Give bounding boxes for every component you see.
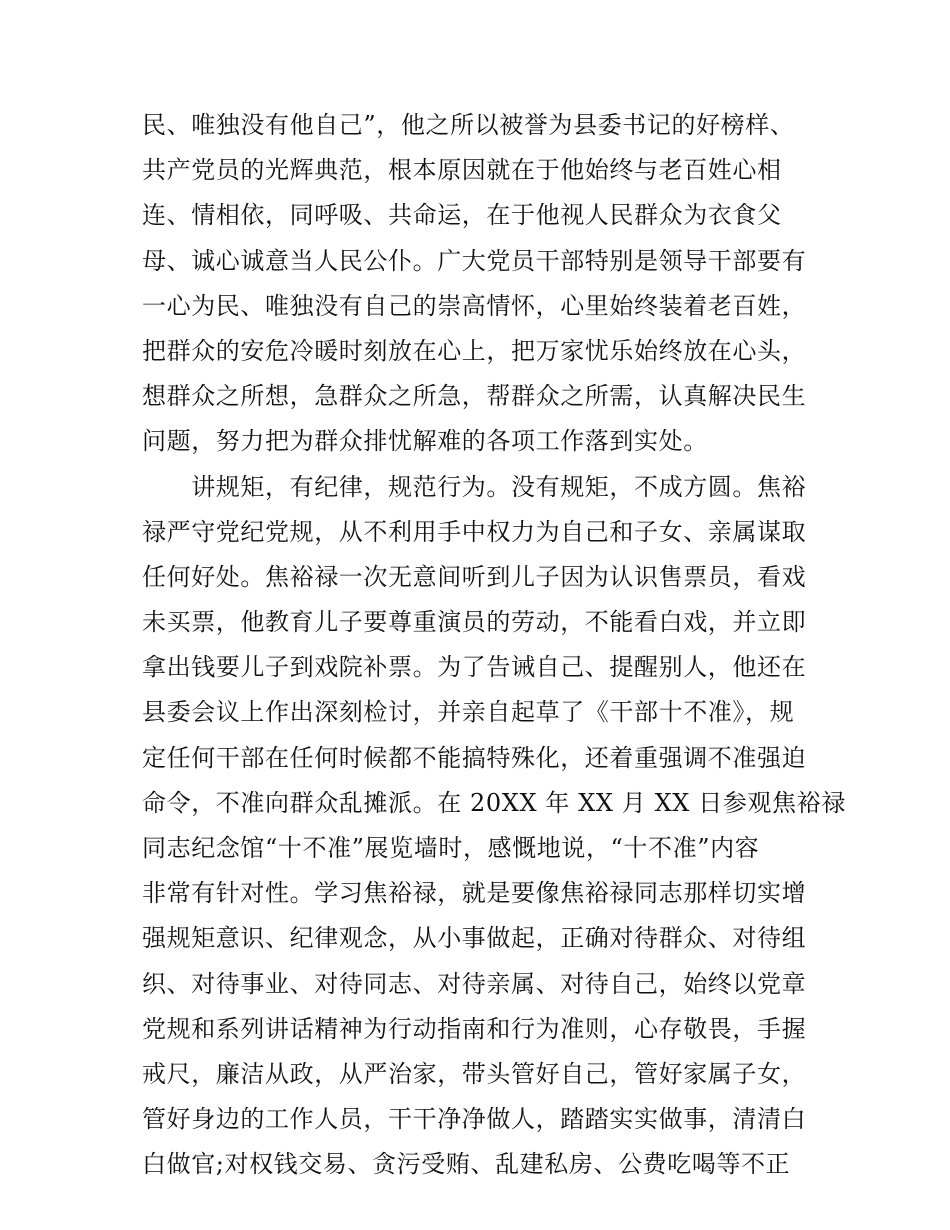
text-line: 同志纪念馆“十不准”展览墙时，感慨地说，“十不准”内容 bbox=[142, 834, 760, 862]
text-line: 一心为民、唯独没有自己的崇高情怀，心里始终装着老百姓， bbox=[142, 291, 807, 320]
text-line: 禄严守党纪党规，从不利用手中权力为自己和子女、亲属谋取 bbox=[142, 517, 807, 546]
text-line: 强规矩意识、纪律观念，从小事做起，正确对待群众、对待组 bbox=[142, 924, 807, 953]
text-line: 管好身边的工作人员，干干净净做人，踏踏实实做事，清清白 bbox=[142, 1105, 807, 1134]
text-line: 戒尺，廉洁从政，从严治家，带头管好自己，管好家属子女， bbox=[142, 1059, 807, 1088]
document-body bbox=[142, 103, 846, 1188]
text-line: 讲规矩，有纪律，规范行为。没有规矩，不成方圆。焦裕 bbox=[142, 472, 807, 501]
text-line: 命令，不准向群众乱摊派。在 20XX 年 XX 月 XX 日参观焦裕禄 bbox=[142, 788, 846, 817]
text-line: 定任何干部在任何时候都不能搞特殊化，还着重强调不准强迫 bbox=[142, 743, 807, 772]
text-line: 把群众的安危冷暖时刻放在心上，把万家忧乐始终放在心头， bbox=[142, 336, 807, 365]
paragraph-2 bbox=[142, 465, 846, 1188]
text-line: 任何好处。焦裕禄一次无意间听到儿子因为认识售票员，看戏 bbox=[142, 562, 807, 591]
text-line: 未买票，他教育儿子要尊重演员的劳动，不能看白戏，并立即 bbox=[142, 608, 807, 637]
text-line: 连、情相依，同呼吸、共命运，在于他视人民群众为衣食父 bbox=[142, 201, 782, 230]
text-line: 问题，努力把为群众排忧解难的各项工作落到实处。 bbox=[142, 427, 708, 456]
text-line: 民、唯独没有他自己”，他之所以被誉为县委书记的好榜样、 bbox=[142, 111, 795, 139]
text-line: 县委会议上作出深刻检讨，并亲自起草了《干部十不准》，规 bbox=[142, 698, 795, 727]
text-line: 白做官;对权钱交易、贪污受贿、乱建私房、公费吃喝等不正 bbox=[142, 1150, 791, 1179]
text-line: 想群众之所想，急群众之所急，帮群众之所需，认真解决民生 bbox=[142, 382, 807, 411]
text-line: 非常有针对性。学习焦裕禄，就是要像焦裕禄同志那样切实增 bbox=[142, 879, 807, 908]
text-line: 母、诚心诚意当人民公仆。广大党员干部特别是领导干部要有 bbox=[142, 246, 807, 275]
paragraph-1 bbox=[142, 103, 822, 465]
text-line: 共产党员的光辉典范，根本原因就在于他始终与老百姓心相 bbox=[142, 156, 782, 185]
text-line: 拿出钱要儿子到戏院补票。为了告诫自己、提醒别人，他还在 bbox=[142, 653, 807, 682]
text-line: 织、对待事业、对待同志、对待亲属、对待自己，始终以党章 bbox=[142, 969, 807, 998]
text-line: 党规和系列讲话精神为行动指南和行为准则，心存敬畏，手握 bbox=[142, 1014, 807, 1043]
